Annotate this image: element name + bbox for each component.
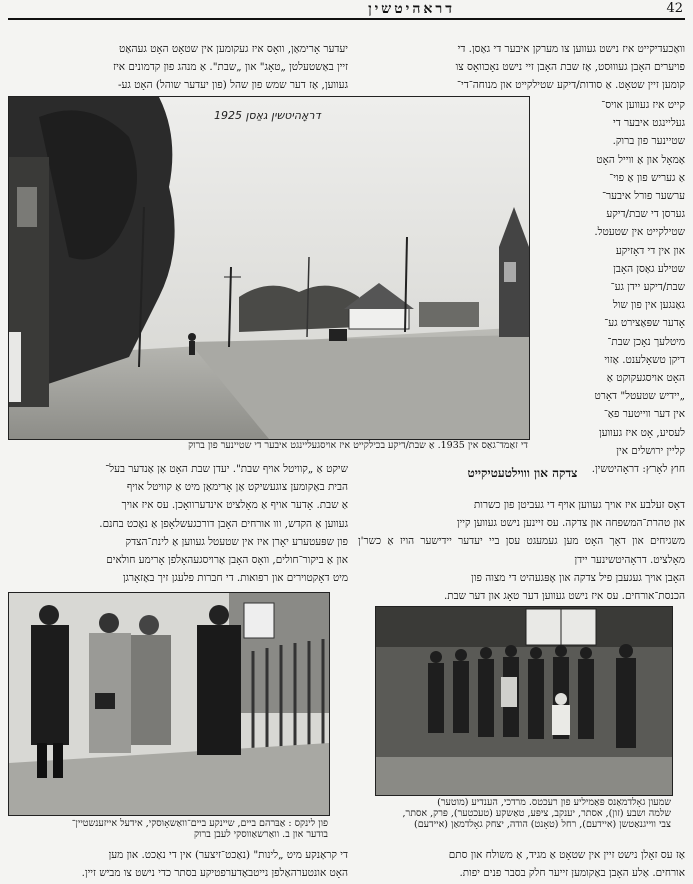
walking-photo-caption (8, 818, 328, 840)
handwritten-inscription: דראָהיטשין גאַסן 1925 (214, 109, 321, 122)
text-line: ערשער פורל איבער־ (602, 190, 685, 203)
text-line: „יידיש שטעטל" דאָרט (594, 390, 685, 403)
text-line: האָט אונטערהאַלפן נייטבאַדערפטיקע בסתר כדי נישט צו מביש זיין. (81, 867, 348, 880)
text-line: דיקן טשאָלענט. אַזוי (604, 353, 685, 366)
street-photo-image (9, 97, 529, 439)
text-line: אורחים. אַלע האָבן באַקומען זייער חלק בסבר פנים יפות. (459, 867, 685, 880)
text-line: געווען אַ הקדש, ווו אורחים האָבן דורכגעשלאָפן אַ נאַכט בחנם. (99, 517, 348, 530)
text-line: קומען זיין שטאָט. אַ סודות/דיקע שטילקייט און מנוחה־די־ (457, 79, 685, 92)
caption-line: בודער און ב. וואַרשאַווסקי לעבן ברוק (194, 829, 328, 840)
text-line: משגיחים און דאָך האָט מען געמעגט עסן ביי יעדער יידישער הויז אַ כשר'ן מאָלציט. דראָהיטשינער יידן (358, 535, 685, 566)
caption-line: פון לינקס : אַבּרהם ביים, שיינקע ביים־וואַשאָוסקי, אידעל אייזענשטיין־ (71, 818, 328, 829)
text-line: פון שפּעטערע יאָרן איז אין שטעטל געווען אַ לינת־הצדק (125, 535, 348, 548)
text-line: אין דער ווייטער פאַ־ (603, 408, 685, 421)
text-line: שיקט אַ „קוויטל אויף שבת". יעדן שבת האָט אַן אַנדער בעל־ (105, 463, 348, 475)
middle-left-column (8, 460, 348, 587)
text-line: קליין ירושלים אין (616, 444, 685, 457)
text-line: און אין די דאָזיקע (615, 244, 685, 257)
text-line: גערסן די שבת/דיקע (606, 208, 685, 221)
caption-line: צבי ווייגנאַטשן (איידעם), רחל (טאָנט) הודה, יצחק גאָלדמאַן (איידעם) (414, 819, 671, 830)
text-line: מיטלעך נאָכן שבת־ (607, 335, 685, 348)
section-heading: צדקה און וווילטעטיקייט (467, 466, 578, 480)
text-line: זיין באַשטעלטן „טאָג" און „שבת". אַ מנהג פון קדמונים איז (113, 61, 348, 74)
text-line: דאָס זעלבע איז אויך געווען אויף די געביטן פון כשרות (473, 499, 685, 511)
walking-photo (8, 592, 330, 816)
top-right-column (358, 40, 685, 95)
caption-line: שמעון גאָלדמאַנס פּאַמיליע פון רעכטס. מרדכי, הענדיע (מוטער) (437, 797, 671, 808)
text-line: לעסיע, אָט איז געווען (599, 426, 685, 439)
text-line: אַ געריש פון אַ פוי־ (609, 171, 685, 184)
text-line: גאַנגען אין פון שול (612, 299, 685, 312)
family-photo-caption (375, 797, 671, 830)
text-line: אַז עס זאָלן נישט זיין אין שטאָט אַ מגיד, אַ משולח און סתם (448, 849, 685, 861)
text-line: האָט אויסגעקוקט אַ (606, 372, 685, 385)
text-line: הכנסת־אורחים. עס איז נישט געווען דער טאָג און דער שבת. (443, 590, 685, 603)
text-line: שטילע גאַסן האָבן (613, 262, 685, 275)
text-line: און טהרת־המשפחה און צדקה. עס זיינען נישט געווען קיין (456, 517, 685, 530)
text-line: קייט איז געווען אויס־ (601, 99, 685, 111)
running-title: דראהיטשין (368, 1, 455, 17)
bottom-left-column (8, 846, 348, 882)
walking-photo-image (9, 593, 329, 815)
text-line: געווען, אַז דער שמש פון שהל (פון יעדער שוהל) האָט גע- (117, 79, 348, 92)
page-number: 42 (666, 1, 683, 16)
text-line: פויערים האָבן געוווּסט, אַז שבת האָבן זיי נישט נאָכוואָס צו (455, 61, 685, 74)
middle-right-column (358, 496, 685, 605)
text-line: וואַכעדיקייט איז נישט געווען צו מערקן איבער די גאַסן. די (457, 43, 685, 55)
text-line: שטילקייט אין שטעטל. (594, 226, 685, 239)
text-line: אָדער שפּאַצירט גע־ (604, 317, 685, 330)
text-line: הבית באַקומען צוגעשיקט אַן אָרימאַן מיט אַ קוויטל אויף (126, 481, 348, 494)
narrow-right-column (532, 96, 685, 478)
caption-line: שלמה ושבע (זון), אסתר, יענקב, ציפּע, טאַשקע (טעכטער), פּרק, אסתר, (402, 808, 671, 819)
family-photo-image (376, 607, 672, 795)
text-line: יעדער אָרימאַן, וואָס איז געקומען אין שטאָט האָט געהאַט (119, 43, 348, 55)
street-photo-caption: די זאַמד־גאַס אין 1935. אַ שבת/דיקע בכילקייט איז אויסגעליינגט איבער די שטיינער פון ברוק (188, 440, 528, 451)
top-left-column (8, 40, 348, 95)
text-line: אַ שבת. אָדער אויף אַ מאָלציט אינדערוואָכן. עס איז אויך (121, 499, 348, 512)
text-line: חוץ לאָרץ: דראָהיטשין. (591, 463, 685, 476)
text-line: שבת/דיקע יידן גע־ (610, 281, 685, 294)
text-line: אַמאָל און אַ ווייל האָט (596, 153, 685, 166)
family-photo (375, 606, 673, 796)
text-line: געליינגט איבער די (613, 117, 685, 130)
street-photo (8, 96, 530, 440)
text-line: און אַ ביקור־חולים, וואָס האָבן אַרויסגעהאָלפן אָרימע חולאים (106, 554, 348, 567)
text-line: האָבן אויך געגעבן פיל צדקה און אָפּגעהיט די מצוה פון (471, 571, 685, 584)
text-line: די קראַנקע מיט „לינות" (נאַכט־זיצער) אין די נאַכט. און מען (108, 849, 348, 861)
text-line: שטיינער פון ברוק. (612, 135, 685, 148)
text-line: מיט דאָקטוירים און רפואות. די חברות פלעגן זיך באַזאָרגן (122, 572, 348, 585)
bottom-right-column (358, 846, 685, 882)
page-header (8, 0, 685, 20)
